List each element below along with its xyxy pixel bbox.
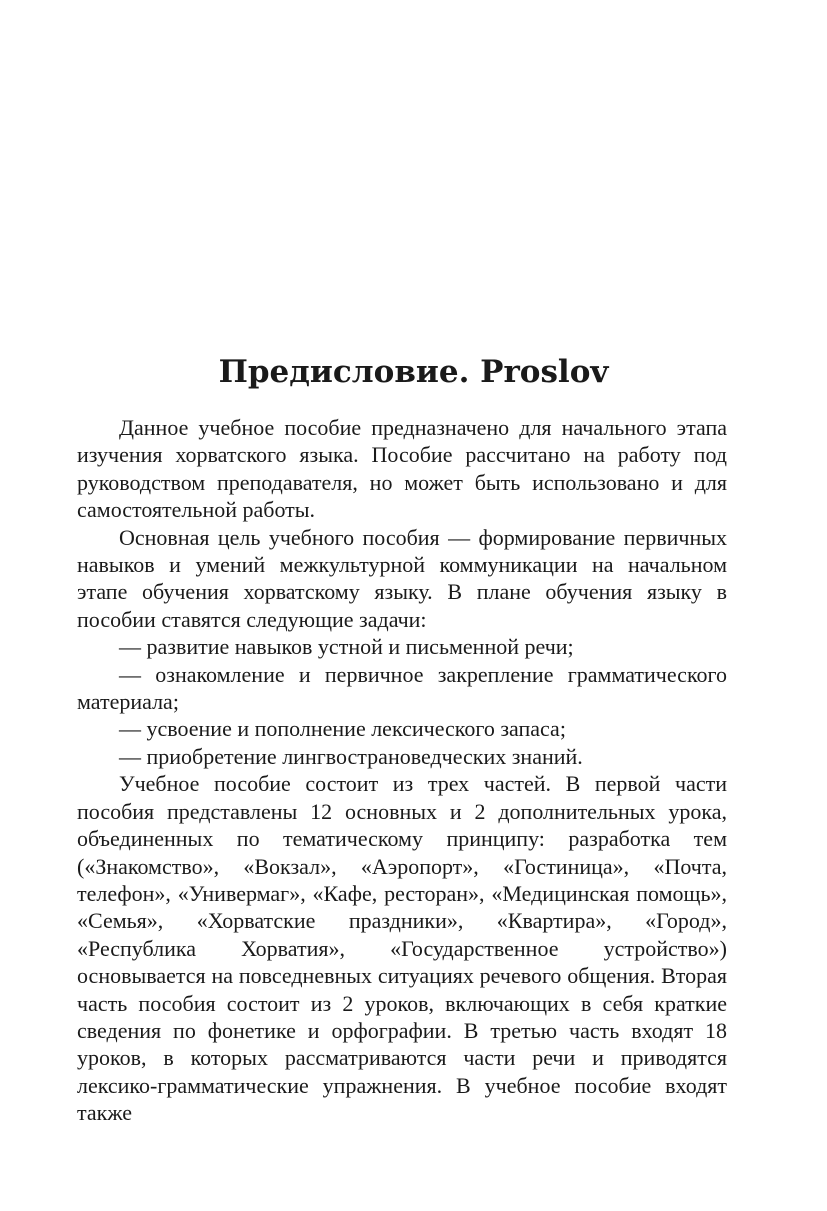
task-item-grammar: — ознакомление и первичное закрепление грамматического материала; <box>77 661 727 715</box>
page-title: Предисловие. Proslov <box>218 354 609 390</box>
task-item-culture: — приобретение лингвострановедческих знаний. <box>119 743 583 769</box>
paragraph-structure: Учебное пособие состоит из трех частей. В первой части пособия представлены 12 основных и 2 дополнительных урока, объединенных по тематическому принципу: разработка тем («Знакомство», «Вокзал», «Аэропорт», «Гостиница», «Почта, телефон», «Универмаг», «Кафе, ресторан», «Медицинская помощь», «Семья», «Хорватские праздники», «Квартира», «Город», «Республика Хорватия», «Государственное устройство») основывается на повседневных ситуациях речевого общения. Вторая часть пособия состоит из 2 уроков, включающих в себя краткие сведения по фонетике и орфографии. В третью часть входят 18 уроков, в которых рассматриваются части речи и приводятся лексико-грамматические упражнения. В учебное пособие входят также <box>77 771 727 1126</box>
task-item-speech: — развитие навыков устной и письменной речи; <box>119 634 574 660</box>
task-item-vocabulary: — усвоение и пополнение лексического запаса; <box>119 716 566 742</box>
preface-body <box>77 414 727 1127</box>
paragraph-goal: Основная цель учебного пособия — формирование первичных навыков и умений межкультурной коммуникации на начальном этапе обучения хорватскому языку. В плане обучения языку в пособии ставятся следующие задачи: <box>77 524 727 632</box>
paragraph-intro: Данное учебное пособие предназначено для начального этапа изучения хорватского языка. Пособие рассчитано на работу под руководством преподавателя, но может быть использовано и для самостоятельной работы. <box>77 415 727 523</box>
